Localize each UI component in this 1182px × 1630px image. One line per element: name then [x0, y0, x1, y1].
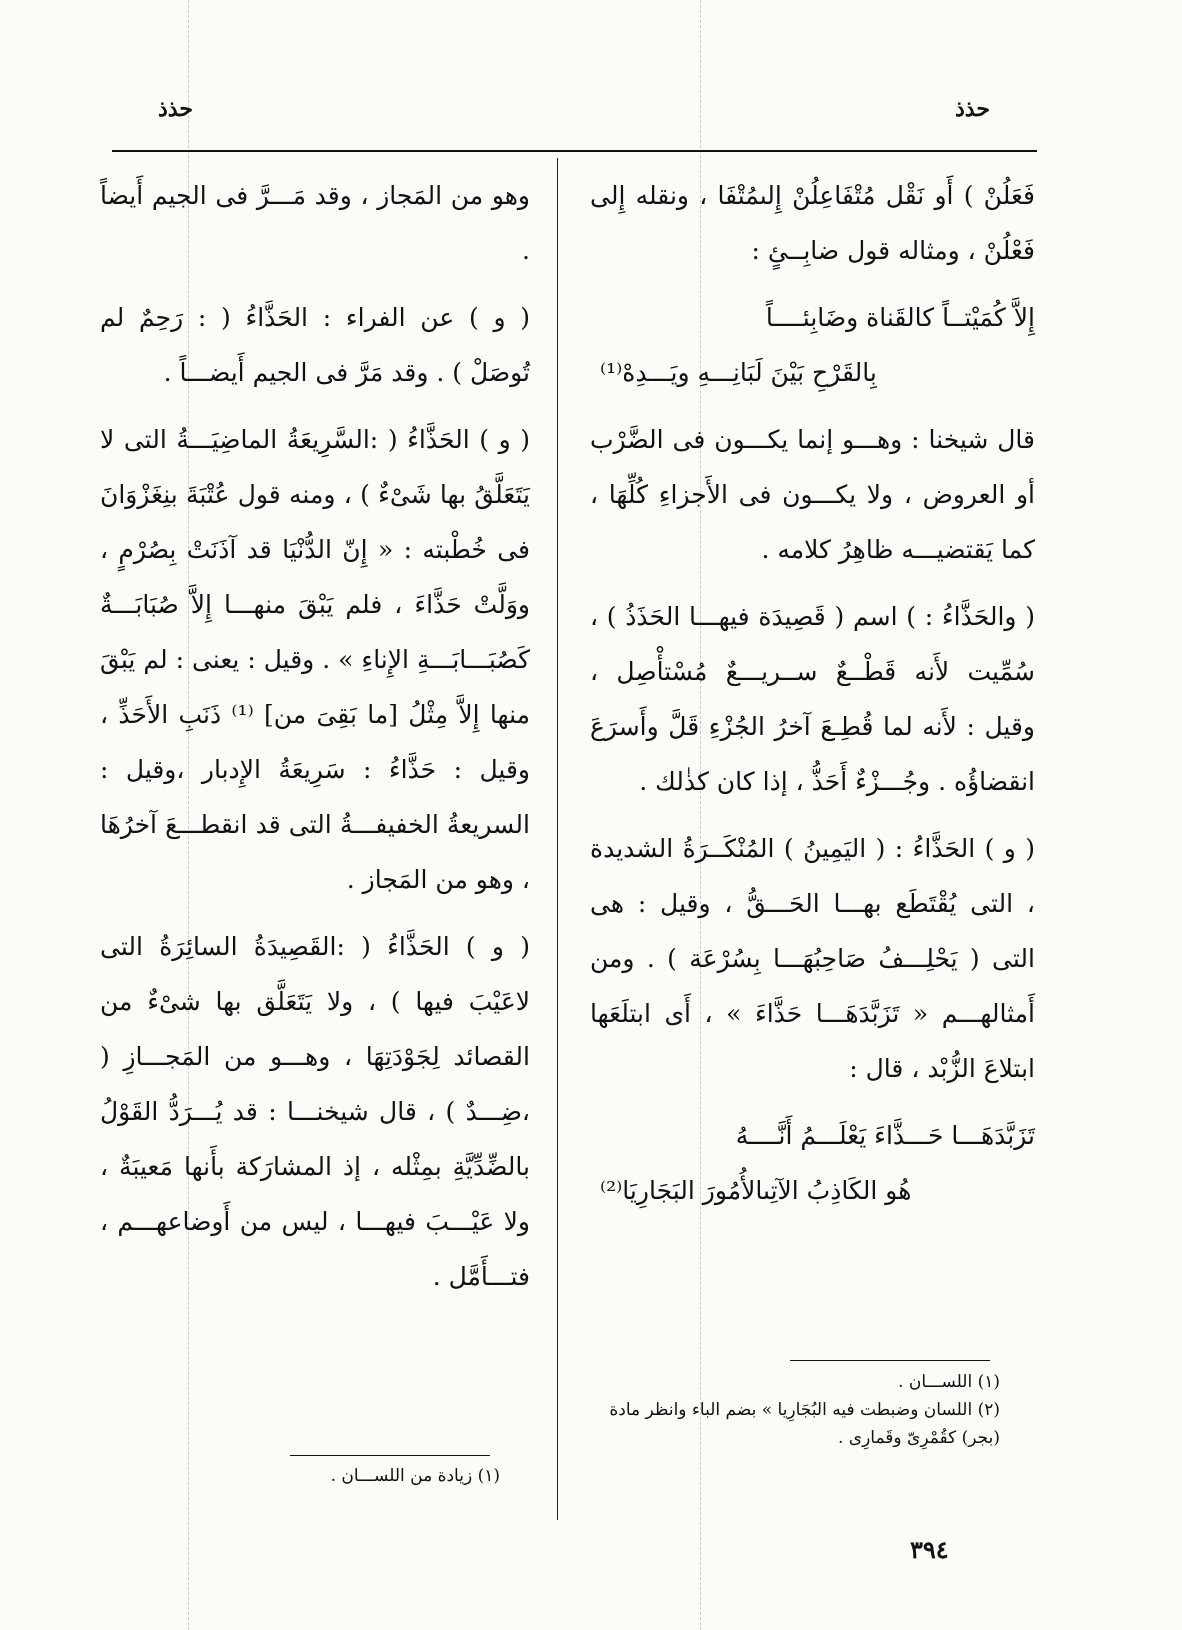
footnote: (١) اللســـان . [898, 1372, 1000, 1392]
paragraph: ( و ) الحَذَّاءُ ( :القَصِيدَةُ السائِرَةُ التى لاعَيْبَ فيها ) ، ولا يَتَعَلَّق بها شىْءٌ من القصائد لِجَوْدَتِهَا ، وهـــو من المَجـــازِ ( ،ضِـــدٌ ) ، قال شيخنـــا : قد يُـــرَدُّ القَوْلُ بالضِّدِّيَّةِ بمِثْله ، إذ المشارَكة بأَنها مَعيبَةٌ ، ولا عَيْـــبَ فيهـــا ، ليس من أَوضاعهـــم ، فتـــأَمَّل . [100, 932, 530, 1291]
verse-line: إِلاَّ كُمَيْتــاً كالقَناة وضَابِئــــاً [765, 303, 1035, 332]
column-divider [557, 158, 558, 1520]
paragraph: فَعَلُنْ ) أَو نَقْل مُتْفَاعِلُنْ إِلىمُتْفَا ، ونقله إِلى فَعْلُنْ ، ومثاله قول ضابِــئٍ : [590, 181, 1035, 265]
paragraph: ( و ) عن الفراء : الحَذَّاءُ ( : رَحِمٌ لم تُوصَلْ ) . وقد مَرَّ فى الجيم أَيضـــاً . [100, 303, 530, 387]
paragraph: ( والحَذَّاءُ : ) اسم ( قَصِيدَة فيهـــا الحَذَذُ ) ، سُمِّيت لأَنه قَطْــعٌ ســريـــعٌ مُسْتأْصِل ، وقيل : لأَنه لما قُطِـعَ آخرُ الجُزْءِ قَلَّ وأَسرَعَ انقضاؤُه . وجُـــزْءٌ أَحَذُّ ، إذا كان كذٰلك . [590, 602, 1035, 796]
footnote-rule [790, 1360, 990, 1361]
running-header-left: حذذ [158, 96, 193, 122]
paragraph: ( و ) الحَذَّاءُ ( :السَّرِيعَةُ الماضِيَـــةُ التى لا يَتَعَلَّقُ بها شَىْءٌ ) ، ومنه قول عُتْبَةَ بنِغَزْوَانَ فى خُطْبته : « إِنّ الدُّنْيَا قد آذَنَتْ بِصُرْمٍ ، ووَلَّتْ حَذَّاءَ ، فلم يَبْقَ منهـــا إِلاَّ صُبَابَـــةٌ كَصُبَـــابَـــةِ الإِناءِ » . وقيل : يعنى : لم يَبْقَ منها إِلاَّ مِثْلُ [ما بَقِىَ من] ⁽¹⁾ ذَنَبِ الأَحَذِّ ، وقيل : حَذَّاءُ : سَرِيعَةُ الإِدبار ،وقيل : السريعةُ الخفيفـــةُ التى قد انقطـــعَ آخرُهَا ، وهو من المَجاز . [100, 425, 531, 894]
verse-line: تَزَبَّدَهَـــا حَـــذَّاءَ يَعْلَـــمُ أَنَّــــهُ [735, 1121, 1035, 1150]
paragraph: قال شيخنا : وهـــو إنما يكـــون فى الضَّرْب أو العروض ، ولا يكـــون فى الأَجزاءِ كُلِّهَا ، كما يَقتضيـــه ظاهِرُ كلامه . [590, 425, 1035, 564]
running-header-right: حذذ [955, 96, 990, 122]
page-number: ٣٩٤ [910, 1535, 949, 1564]
footnote: (١) زيادة من اللســـان . [330, 1466, 500, 1486]
header-rule [112, 150, 1037, 152]
verse-line: بِالقَرْحِ بَيْنَ لَبَانِـــهِ ويَـــدِهْ⁽¹⁾ [600, 358, 877, 387]
verse-line: هُو الكَاذِبُ الآتِىالأُمُورَ البَجَارِيَا⁽²⁾ [600, 1176, 912, 1205]
paragraph: ( و ) الحَذَّاءُ : ( اليَمِينُ ) المُنْكَــرَةُ الشديدة ، التى يُقْتَطَع بهـــا الحَـــقُّ ، وقيل : هى التى ( يَحْلِـــفُ صَاحِبُهَـــا بِسُرْعَة ) . ومن أَمثالهـــم « تَزَبَّدَهَـــا حَذَّاءَ » ، أَى ابتلَعَها ابتلاعَ الزُّبْد ، قال : [590, 834, 1035, 1083]
left-column [100, 168, 530, 1316]
right-column [590, 168, 1035, 1230]
footnotes-left [120, 1462, 500, 1490]
paragraph: وهو من المَجاز ، وقد مَـــرَّ فى الجيم أَيضاً . [100, 181, 530, 265]
footnote: (٢) اللسان وضبطت فيه البُجَارِيا » بضم الباء وانظر مادة (بجر) كقُمْرِىّ وقَمارِى . [609, 1400, 1000, 1448]
footnotes-right [580, 1368, 1000, 1452]
footnote-rule [290, 1455, 490, 1456]
